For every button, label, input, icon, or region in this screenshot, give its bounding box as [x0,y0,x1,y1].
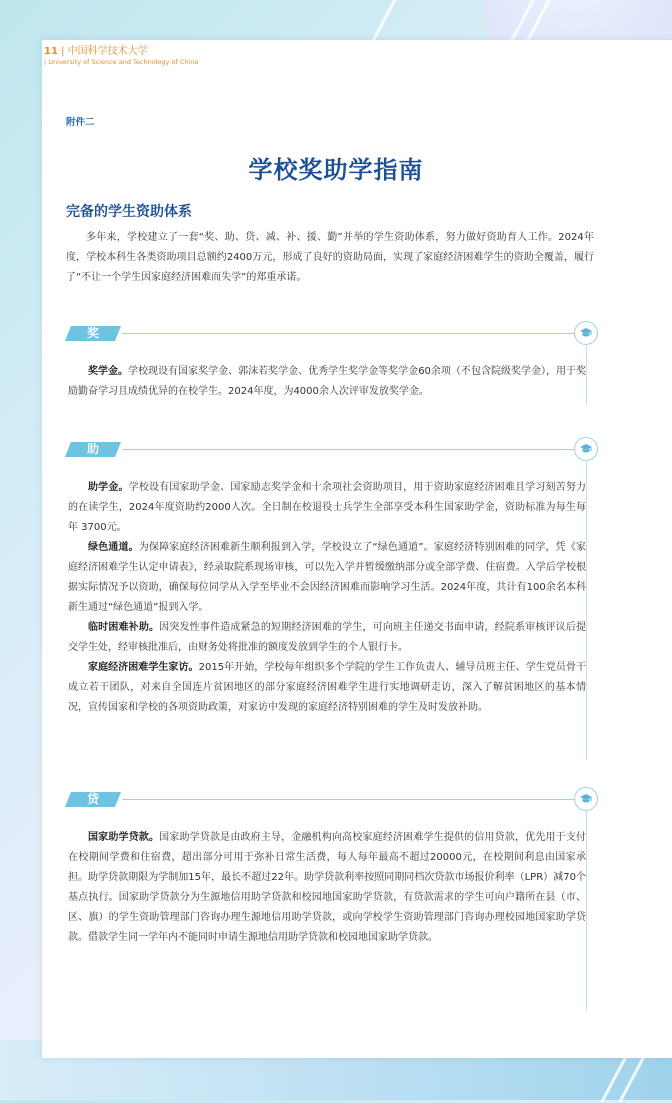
paragraph [68,828,586,948]
section-body [68,808,586,948]
section-body [68,458,586,718]
header-divider: | [61,46,68,57]
section-tag: 奖 [86,326,99,340]
paragraph-text: 学校设有国家助学金、国家励志奖学金和十余项社会资助项目，用于资助家庭经济困难且学习刻苦努力的在读学生，2024年度资助约2000人次。全日制在校退役士兵学生全部享受本科生国家助学金，资助标准为每生每年 3700元。 [68,482,587,533]
section-heading: 完备的学生资助体系 [66,204,192,220]
intro-block [66,228,594,288]
section-loans [68,792,598,948]
header-divider: | [44,58,49,66]
section-side-line [586,344,587,406]
section-body [68,342,586,402]
section-rule [122,799,574,800]
page-number: 11 [44,46,58,57]
paragraph-label: 奖学金。 [88,366,129,377]
section-header [68,442,598,458]
paragraph-text: 2015年开始，学校每年组织多个学院的学生工作负责人、辅导员班主任、学生党员骨干成立若干团队，对来自全国连片贫困地区的部分家庭经济困难学生进行实地调研走访，深入了解贫困地区的基本情况，宣传国家和学校的各项资助政策，对家访中发现的家庭经济特别困难的学生及时发放补助。 [68,662,587,713]
background-stripe [600,1057,626,1103]
paragraph-label: 家庭经济困难学生家访。 [88,662,199,673]
section-header [68,792,598,808]
running-header [44,46,198,67]
school-name-en: University of Science and Technology of China [48,58,199,66]
section-side-line [586,810,587,1010]
school-name-cn: 中国科学技术大学 [67,46,148,57]
paragraph [68,478,586,538]
page-title: 学校奖助学指南 [248,156,424,184]
paragraph-label: 临时困难补助。 [88,622,160,633]
paragraph [68,658,586,718]
paragraph-label: 助学金。 [88,482,129,493]
section-side-line [586,460,587,760]
paragraph-text: 国家助学贷款是由政府主导，金融机构向高校家庭经济困难学生提供的信用贷款，优先用于支付在校期间学费和住宿费，超出部分可用于弥补日常生活费，每人每年最高不超过20000元，在校期间利息由国家承担。助学贷款期限为学制加15年，最长不超过22年。助学贷款利率按照同期同档次贷款市场报价利率（LPR）减70个基点执行。国家助学贷款分为生源地信用助学贷款和校园地国家助学贷款，有贷款需求的学生可向户籍所在县（市、区、旗）的学生资助管理部门咨询办理生源地信用助学贷款，或向学校学生资助管理部门咨询办理校园地国家助学贷款。借款学生同一学年内不能同时申请生源地信用助学贷款和校园地国家助学贷款。 [68,832,587,943]
paragraph [68,618,586,658]
section-rule [122,449,574,450]
section-rule [122,333,574,334]
section-tag: 贷 [86,792,99,806]
paragraph-text: 学校现设有国家奖学金、郭沫若奖学金、优秀学生奖学金等奖学金60余项（不包含院级奖学金），用于奖励勤奋学习且成绩优异的在校学生。2024年度，为4000余人次评审发放奖学金。 [68,366,586,397]
paragraph-text: 为保障家庭经济困难新生顺利报到入学，学校设立了“绿色通道”。家庭经济特别困难的同学，凭《家庭经济困难学生认定申请表》，经录取院系现场审核，可以先入学并暂缓缴纳部分或全部学费、住宿费。入学后学校根据实际情况予以资助，确保每位同学从入学至毕业不会因经济困难而影响学习生活。2024年度，共计有100余名本科新生通过“绿色通道”报到入学。 [68,542,586,613]
paragraph [68,362,586,402]
graduation-cap-icon [574,787,598,811]
section-header [68,326,598,342]
section-scholarship [68,326,598,402]
attachment-label: 附件二 [66,117,95,128]
section-tag: 助 [86,442,99,456]
paragraph [68,538,586,618]
paragraph-text: 因突发性事件造成紧急的短期经济困难的学生，可向班主任递交书面申请，经院系审核评议后提交学生处，经审核批准后，由财务处将批准的额度发放到学生的个人银行卡。 [68,622,587,653]
section-grants [68,442,598,718]
paragraph-label: 国家助学贷款。 [88,832,160,843]
background-stripe [618,1057,644,1103]
graduation-cap-icon [574,321,598,345]
graduation-cap-icon [574,437,598,461]
intro-paragraph: 多年来，学校建立了一套“奖、助、贷、减、补、援、勤”并举的学生资助体系，努力做好资助育人工作。2024年度，学校本科生各类资助项目总额约2400万元，形成了良好的资助局面，实现了家庭经济困难学生的资助全覆盖，履行了“不让一个学生因家庭经济困难而失学”的郑重承诺。 [66,232,594,283]
paragraph-label: 绿色通道。 [88,542,139,553]
